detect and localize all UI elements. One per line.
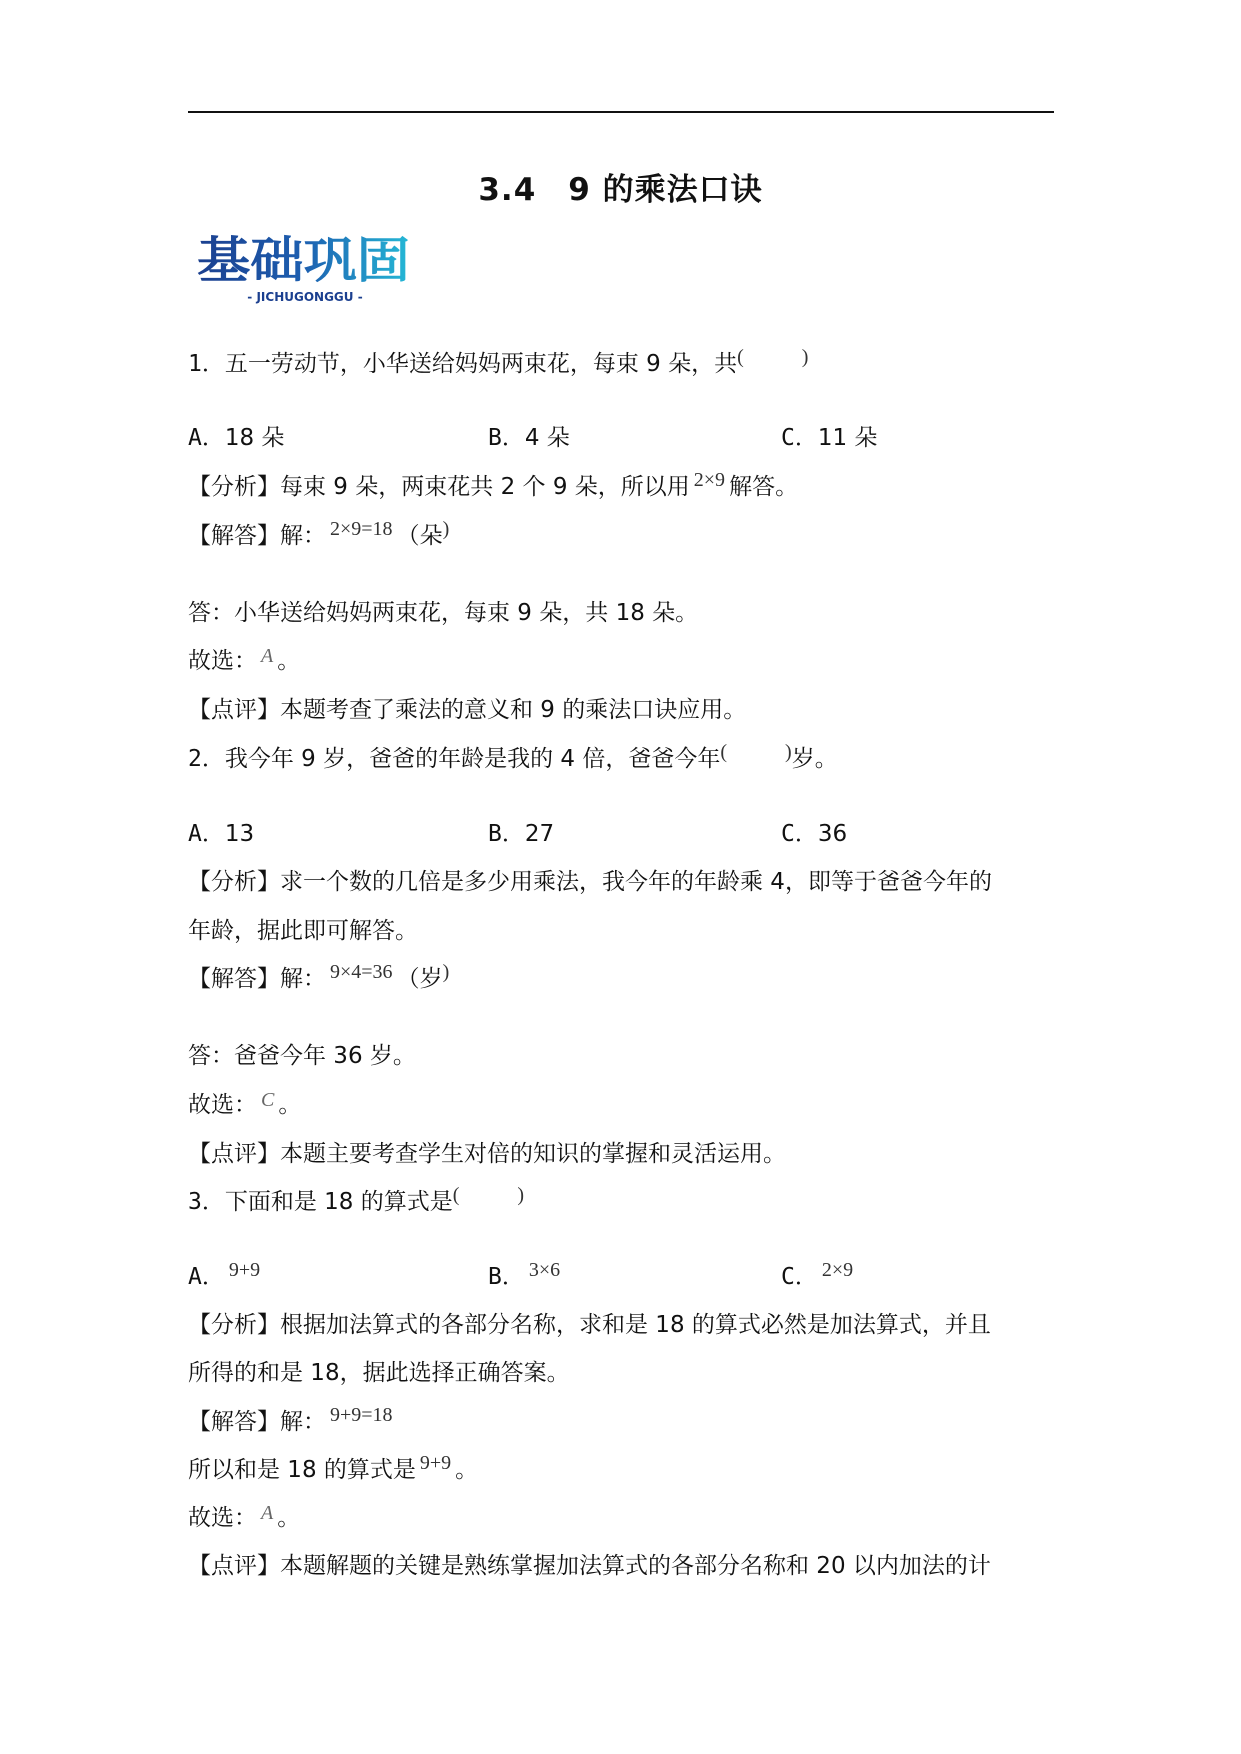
q2-option-a: A．13 [188, 821, 255, 847]
q3-analysis-line2: 所得的和是 18，据此选择正确答案。 [188, 1360, 570, 1386]
q2-option-c: C．36 [781, 821, 848, 847]
q1-analysis: 【分析】每束 9 朵，两束花共 2 个 9 朵，所以用 2×9 解答。 [188, 469, 799, 500]
header-rule [188, 111, 1054, 113]
page-title: 3.4 9 的乘法口诀 [478, 172, 763, 208]
q1-option-b: B．4 朵 [488, 425, 570, 451]
q1-number: 1． [188, 351, 225, 377]
answer-tag: 【解答】 [188, 523, 280, 549]
q1-choice: 故选： A 。 [188, 645, 301, 674]
analysis-tag: 【分析】 [188, 869, 280, 895]
q3-stem: 下面和是 18 的算式是 [224, 1189, 453, 1215]
q2-answer-sentence: 答：爸爸今年 36 岁。 [188, 1043, 416, 1069]
q1-paren-open: ( [737, 346, 744, 368]
q3-result: 所以和是 18 的算式是 9+9 。 [188, 1452, 479, 1483]
q2-stem-line: 2．我今年 9 岁，爸爸的年龄是我的 4 倍，爸爸今年( )岁。 [188, 741, 838, 772]
comment-tag: 【点评】 [188, 697, 280, 723]
q3-choice: 故选： A 。 [188, 1502, 301, 1531]
q1-answer: 【解答】解： 2×9=18 （朵) [188, 518, 450, 549]
q1-stem-line [188, 348, 808, 381]
q2-answer: 【解答】解： 9×4=36 （岁) [188, 961, 450, 992]
q3-number: 3． [188, 1189, 225, 1215]
q2-option-b: B．27 [488, 821, 555, 847]
q1-comment: 【点评】本题考查了乘法的意义和 9 的乘法口诀应用。 [188, 697, 747, 723]
q3-option-a: A． 9+9 [188, 1259, 261, 1290]
q1-answer-sentence: 答：小华送给妈妈两束花，每束 9 朵，共 18 朵。 [188, 600, 699, 626]
q3-comment: 【点评】本题解题的关键是熟练掌握加法算式的各部分名称和 20 以内加法的计 [188, 1553, 991, 1579]
section-badge-logo [197, 232, 412, 308]
q3-option-b: B． 3×6 [488, 1259, 561, 1290]
q2-analysis-line1: 【分析】求一个数的几倍是多少用乘法，我今年的年龄乘 4，即等于爸爸今年的 [188, 869, 992, 895]
badge-sub-text: - JICHUGONGGU - [247, 290, 363, 304]
q3-analysis-line1: 【分析】根据加法算式的各部分名称，求和是 18 的算式必然是加法算式，并且 [188, 1312, 991, 1338]
q1-stem: 五一劳动节，小华送给妈妈两束花，每束 9 朵，共 [224, 351, 738, 377]
q3-answer: 【解答】解： 9+9=18 [188, 1404, 393, 1435]
q2-analysis-line2: 年龄，据此即可解答。 [188, 918, 418, 944]
answer-tag: 【解答】 [188, 966, 280, 992]
q2-comment: 【点评】本题主要考查学生对倍的知识的掌握和灵活运用。 [188, 1141, 786, 1167]
comment-tag: 【点评】 [188, 1141, 280, 1167]
q1-option-a: A．18 朵 [188, 425, 285, 451]
comment-tag: 【点评】 [188, 1553, 280, 1579]
q3-option-c: C． 2×9 [781, 1259, 854, 1290]
q3-stem-line: 3．下面和是 18 的算式是( ) [188, 1184, 525, 1215]
q1-option-c: C．11 朵 [781, 425, 878, 451]
analysis-tag: 【分析】 [188, 1312, 280, 1338]
q2-number: 2． [188, 746, 225, 772]
q2-stem: 我今年 9 岁，爸爸的年龄是我的 4 倍，爸爸今年 [224, 746, 721, 772]
badge-main-text: 基础巩固 [197, 232, 410, 289]
answer-tag: 【解答】 [188, 1409, 280, 1435]
q2-choice: 故选： C 。 [188, 1089, 302, 1118]
analysis-tag: 【分析】 [188, 474, 280, 500]
q1-paren-close: ) [801, 346, 809, 368]
